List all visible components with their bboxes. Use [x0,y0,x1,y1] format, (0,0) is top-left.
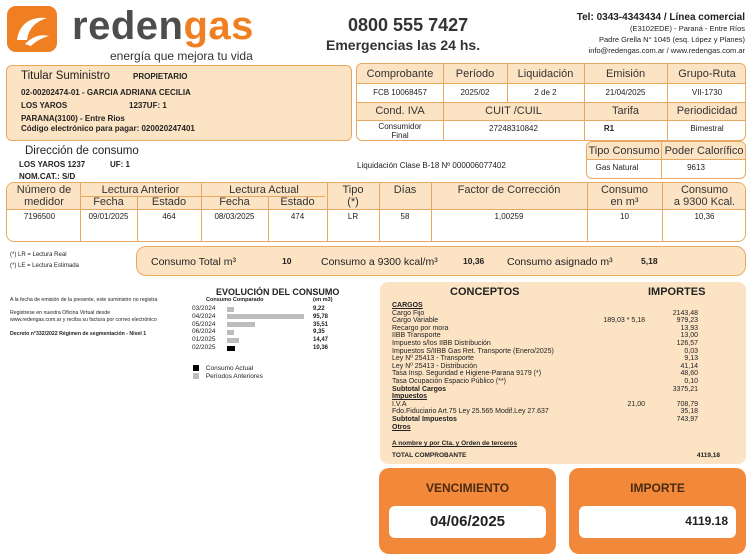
iva-value-line1: Consumidor [378,122,422,131]
concept-row-amount: 126,57 [676,340,698,347]
liquidacion-clase: Liquidación Clase B-18 Nº 000006077402 [357,161,506,170]
lecturas-table [6,182,746,242]
tercero-label: A nombre y por Cta. y Orden de terceros [392,440,518,447]
concept-row-amount: 0,03 [684,347,698,355]
poder-value: 9613 [687,163,705,172]
col-dias: Días [393,184,417,196]
importe-field [579,506,736,538]
concept-row-mid: 21,00 [627,400,645,408]
concept-row-text: Fdo.Fiduciario Art.75 Ley 25.565 Modif.Ley 27.637 [392,408,549,416]
total-label: Consumo Total m³ [151,256,237,268]
col-consumo-line2: en m³ [610,196,639,208]
chart-value-label: 10,36 [313,345,329,351]
contact-info [577,12,745,56]
col-tipo-line2: (*) [347,196,359,208]
concept-row-text: Subtotal Cargos [392,385,447,393]
titular-city: PARANA(3100) - Entre Rios [21,114,125,123]
left-info-line3: www.redengas.com.ar y reciba su factura por correo electrónico [10,317,157,323]
estado-act-value: 474 [290,212,305,221]
importe-label: IMPORTE [630,481,685,495]
col-lectura-anterior: Lectura Anterior [101,184,180,196]
concept-row-amount: 13,00 [680,332,698,340]
chart-value-label: 14,47 [313,337,329,344]
asignado-value: 5,18 [641,256,658,266]
chart-bar [227,322,255,327]
contact-line2: (E3102EDE) - Paraná - Entre Ríos [629,24,745,33]
iva-value-line2: Final [391,131,409,140]
contact-line1: Tel: 0343-4343434 / Línea comercial [576,12,745,23]
estado-ant-value: 464 [162,212,176,221]
total-comprobante-value: 4119,18 [696,452,720,459]
chart-value-label: 9,35 [313,329,325,336]
chart-category-label: 05/2024 [192,320,216,328]
invoice-value-1: 2025/02 [460,88,490,97]
tarifa-label: Tarifa [612,105,639,117]
tarifa-value: R1 [603,124,615,133]
tipo-value: LR [347,212,359,221]
tipo-consumo-value: Gas Natural [595,163,639,172]
invoice-value-0: FCB 10068457 [373,88,427,97]
note-lr: (*) LR = Lectura Real [10,252,67,258]
note-le: (*) LE = Lectura Estimada [10,263,79,269]
concept-row-text: Cargo Variable [392,317,439,325]
importe-box [569,468,746,554]
concept-row-text: Ley Nº 25413 - Transporte [392,355,474,363]
concept-row-text: I.V.A [392,400,407,408]
emergency-text: Emergencias las 24 hs. [326,37,481,53]
col-consumo-line1: Consumo [600,184,649,196]
asignado-label: Consumo asignado m³ [507,256,613,268]
invoice-value-4: VII-1730 [691,88,723,97]
cuit-label: CUIT /CUIL [485,105,542,117]
concept-row-amount: 743,97 [676,416,698,423]
concept-row-amount: 2143,48 [672,309,698,317]
vencimiento-label: VENCIMIENTO [425,481,510,495]
legend-prev-label: Períodos Anteriores [205,373,263,380]
col-kcal-line1: Consumo [680,184,729,196]
chart-bar [227,314,304,319]
chart-bar [227,307,234,312]
titular-box [6,65,352,141]
legend-prev-swatch [193,373,199,379]
contact-line3: Padre Grella N° 1045 (esq. López y Planes) [599,35,745,44]
titular-label: Titular Suministro [21,70,111,82]
invoice-header-0: Comprobante [366,68,434,80]
concept-row-amount: 41,14 [680,362,698,370]
col-medidor: Número de medidor [16,184,72,208]
evolucion-unit: (en m3) [313,297,333,303]
importes-header: IMPORTES [648,286,706,298]
logo-mark-icon [7,6,57,52]
legend-prev [193,373,263,380]
consumo-value: 10 [620,212,629,221]
brand-name-part1: reden [72,4,184,48]
cuit-value: 27248310842 [489,124,538,133]
chart-category-label: 04/2024 [192,312,216,320]
payment-code: Código electrónico para pagar: 020020247401 [21,124,195,133]
concept-row-text: Tasa Insp. Seguridad e Higiene-Parana 9179 (*) [392,370,542,378]
vencimiento-box [379,468,556,554]
total-value: 10 [282,256,292,266]
col-factor: Factor de Corrección [457,184,561,196]
fecha-act-value: 08/03/2025 [214,212,255,221]
vencimiento-field [389,506,546,538]
concept-row-text: Tasa Ocupación Espacio Público (**) [392,378,507,385]
concept-row-amount: 9,13 [684,355,698,363]
titular-uf: 1237UF: 1 [129,101,167,110]
evolucion-col-label: Consumo Comparado [206,297,264,303]
left-info-line1: A la fecha de emisión de la presente, este suministro no registra [10,297,158,303]
conceptos-header: CONCEPTOS [450,286,520,298]
concept-row-text: CARGOS [392,302,423,309]
fecha-ant-value: 09/01/2025 [88,212,129,221]
concept-row-amount: 708,79 [676,400,698,408]
invoice-header-1: Período [455,68,495,80]
chart-category-label: 01/2025 [192,336,216,344]
col-lectura-actual: Lectura Actual [229,184,299,196]
concept-row-text: Recargo por mora [392,324,449,332]
brand-name [72,0,254,52]
periodicidad-value: Bimestral [690,124,724,133]
legend-actual-swatch [193,365,199,371]
concept-row-amount: 0,10 [684,378,698,385]
direccion-label: Dirección de consumo [25,145,139,157]
medidor-value: 7196500 [23,212,56,221]
col-consumo [587,184,662,208]
invoice-box [356,63,746,141]
chart-category-label: 06/2024 [192,328,216,336]
concept-row-amount: 3375,21 [672,385,698,393]
legend-actual [193,365,253,372]
periodicidad-label: Periodicidad [676,105,738,117]
concept-row-text: Impuestos S/IIBB Gas Ret. Transporte (Enero/2025) [392,347,554,355]
col-kcal [662,184,746,208]
brand-tagline: energía que mejora tu vida [110,49,253,63]
col-tipo-line1: Tipo [342,184,364,196]
chart-bar [227,346,235,351]
kcal-value: 10,36 [694,212,715,221]
invoice-value-3: 21/04/2025 [605,88,646,97]
left-info-line2: Registrese en nuestra Oficina Virtual desde [10,310,110,316]
invoice-value-2: 2 de 2 [534,88,557,97]
direccion-nomcat: NOM.CAT.: S/D [19,172,76,181]
concept-row-text: Subtotal Impuestos [392,416,457,423]
conceptos-box [380,282,746,464]
titular-role: PROPIETARIO [133,72,188,81]
decreto: Decreto n°332/2022 Régimen de segmentación - Nivel 1 [10,331,147,337]
direccion-uf: UF: 1 [110,160,130,169]
concept-row-amount: 979,23 [676,317,698,325]
titular-street: LOS YAROS [21,101,68,110]
concept-row-mid: 189,03 * 5,18 [603,317,645,325]
col-fecha-ant: Fecha [93,196,124,208]
col-kcal-line2: a 9300 Kcal. [673,196,736,208]
titular-id-name: 02-00202474-01 - GARCIA ADRIANA CECILIA [21,88,191,97]
contact-line4: info@redengas.com.ar / www.redengas.com.ar [588,46,745,55]
concept-row-text: Cargo Fijo [392,309,425,317]
evolucion-chart [192,305,352,365]
concept-row-text: Ley Nº 25413 - Distribución [392,362,478,370]
invoice-header-2: Liquidación [517,68,574,80]
dias-value: 58 [400,212,410,221]
legend-actual-label: Consumo Actual [205,365,254,372]
direccion-street: LOS YAROS 1237 [19,160,86,169]
col-fecha-act: Fecha [219,196,250,208]
chart-bar [227,338,239,343]
col-estado-ant: Estado [151,196,187,208]
kcal-total-label: Consumo a 9300 kcal/m³ [321,256,438,268]
logo [7,6,57,52]
chart-value-label: 9,22 [313,306,325,312]
concept-row-amount: 35,18 [680,408,698,416]
chart-category-label: 02/2025 [192,344,216,351]
iva-value [357,122,443,140]
concept-row-amount: 13,93 [680,324,698,332]
factor-value: 1,00259 [494,212,524,221]
total-comprobante-label: TOTAL COMPROBANTE [392,452,467,459]
chart-value-label: 35,51 [313,321,329,328]
chart-bar [227,330,234,335]
invoice-header-4: Grupo-Ruta [678,68,736,80]
chart-category-label: 03/2024 [192,305,216,312]
evolucion-title: EVOLUCIÓN DEL CONSUMO [216,287,340,297]
totales-bar [136,246,746,276]
concept-row-text: Otros [392,423,411,431]
poder-label: Poder Calorífico [664,145,744,157]
chart-value-label: 95,78 [313,313,329,320]
col-estado-act: Estado [280,196,315,208]
kcal-total-value: 10,36 [463,256,485,266]
phone-number: 0800 555 7427 [348,15,469,35]
tipo-poder-box [586,141,746,179]
concept-row-text: Impuesto s/los IIBB Distribución [392,340,491,347]
vencimiento-value: 04/06/2025 [429,513,506,530]
importe-value: 4119.18 [685,514,728,528]
brand-name-part2: gas [183,4,254,48]
concept-row-text: IIBB Transporte [392,332,441,340]
tipo-consumo-label: Tipo Consumo [588,145,660,157]
iva-label: Cond. IVA [375,105,425,117]
col-tipo [327,184,379,208]
invoice-header-3: Emisión [605,68,646,80]
concept-row-amount: 48,60 [680,370,698,378]
concept-row-text: Impuestos [392,393,428,401]
